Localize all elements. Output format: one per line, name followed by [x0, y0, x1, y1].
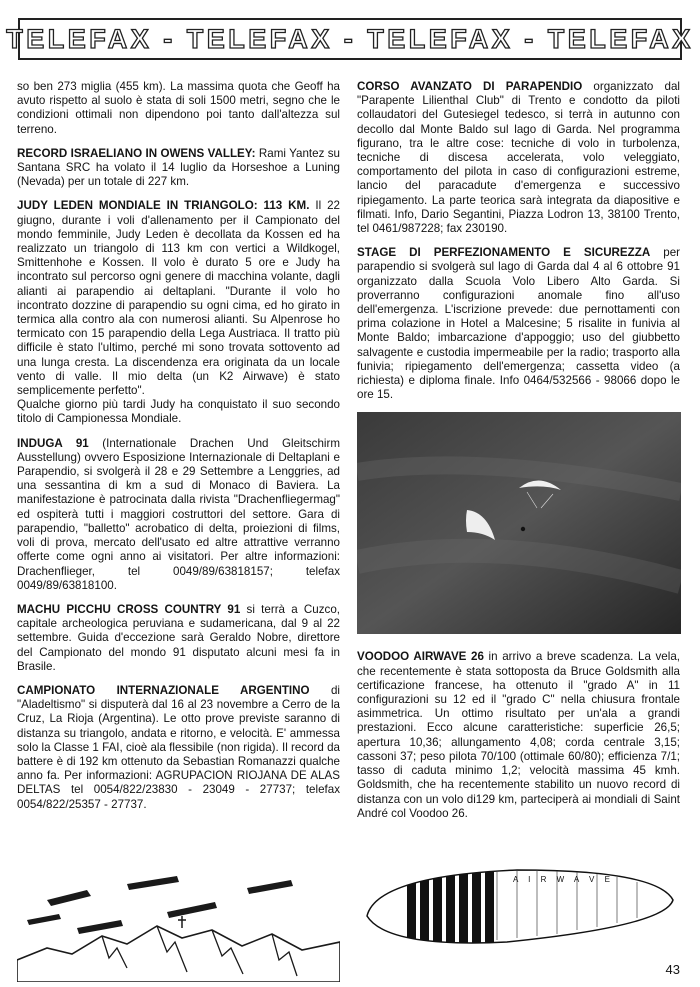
telefax-header-box — [6, 18, 694, 60]
article-body: si terrà a Cuzco, capitale archeologica peruviana e sudamericana, dal 9 al 22 settembre. Guida d'eccezione sarà Geraldo Nobre, direttore del Campionato del mondo 91 disputato alcuni mesi fa in Brasile. — [17, 602, 340, 673]
article-israeli-record — [17, 147, 340, 190]
article-body: in arrivo a breve scadenza. La vela, che recentemente è stata sottoposta da Bruce Goldsmith alla certificazione francese, ha ottenuto il "grado A" in 11 configurazioni su 12 ed il "grado C" nella chiusura frontale asimmetrica. Un ottimo risultato per un'ala a grandi prestazioni. Ecco alcune caratteristiche: superficie 26,5; apertura 10,36; allungamento 4,08; corda centrale 3,15; cassoni 37; peso pilota 70/100 (ottimale 60/80); efficienza 7/1; tasso di caduta minimo 1,2; velocità massima 45 kmh. Goldsmith, che ha recentemente stabilito un nuovo record di distanza con un volo di129 km, parteciperà ai mondiali di Saint André col Voodoo 26. — [357, 650, 681, 820]
hang-gliders-mountains-illustration — [17, 872, 340, 982]
article-voodoo-airwave — [357, 650, 680, 820]
article-heading: CAMPIONATO INTERNAZIONALE ARGENTINO — [17, 683, 310, 697]
article-body: Rami Yantez su Santana SRC ha volato il 14 luglio da Horseshoe a Luning (Nevada) per un totale di 227 km. — [17, 146, 340, 189]
wing-brand-text: A I R W A V E — [513, 875, 614, 884]
article-body: (Internationale Drachen Und Gleitschirm Ausstellung) ovvero Esposizione Internazionale di Deltaplani e Parapendio, si svolgerà il 28 e 29 Settembre a Lenggries, ad una sessantina di km a sud di Monaco di Baviera. La manifestazione è patrocinata dalla rivista "Drachenfliegermag" ed ospiterà tutti i maggiori costruttori del settore. Gara di parapendio, "balletto" acrobatico di delta, proiezioni di films, voli di prova, mercato dell'usato ed altre attrattive verranno offerte come ogni anno ai visitatori. Per altre informazioni: Drachenflieger, tel 0049/89/63818157; telefax 0049/89/63818100. — [17, 436, 340, 592]
article-body-extra: Qualche giorno più tardi Judy ha conquistato il suo secondo titolo di Campionessa Mondiale. — [17, 398, 340, 426]
article-heading: CORSO AVANZATO DI PARAPENDIO — [357, 80, 583, 93]
article-distance-record-continuation — [17, 80, 340, 137]
article-campionato-argentino — [17, 684, 340, 812]
wing-stripes — [407, 856, 494, 956]
article-heading: RECORD ISRAELIANO IN OWENS VALLEY: — [17, 146, 256, 160]
article-body: organizzato dal "Parapente Lilienthal Club" di Trento e condotto da piloti collaudatori del Gutesiegel tedesco, si terrà in autunno con decollo dal Monte Baldo sul lago di Garda. Nel programma figurano, tra le altre cose: tecniche di volo in turbolenza, tecniche di discesa accelerata, volo veleggiato, comportamento del pilota in caso di configurazioni estreme, lancio del paracadute d'emergenza e successivo ripiegamento. La parte teorica sarà integrata da diapositive e filmati. Info, Dario Segantini, Piazza Lodron 13, 38100 Trento, tel 0461/987228; fax 230190. — [357, 80, 680, 236]
article-body: Il 22 giugno, durante i voli d'allenamento per il Campionato del mondo femminile, Judy Leden è decollata da Kossen ed ha realizzato un triangolo di 113 km con vertici a Wildkogel, Smittenhohe e Kossen. Il volo è durato 5 ore e Judy ha incontrato sul percorso ogni genere di macchina volante, dagli alianti ai parapendio ai deltaplani. "Durante il volo ho incontrato dozzine di parapendio su ogni cima, ed ho girato in termica alla contro ala con numerosi alianti. Su Alpenrose ho termicato con 15 parapendio della Lega Austriaca. Il tratto più difficile è stato l'ultimo, perché mi sono trovata sottovento ad una lunga cresta. La discendenza era originata da un locale vento di valle. Il mio delta (un K2 Airwave) è stato semplicemente perfetto". — [17, 199, 340, 398]
left-column — [17, 80, 340, 822]
mountain-outline — [17, 926, 340, 982]
pilot-figure — [521, 527, 525, 531]
right-column — [357, 80, 680, 831]
page-number: 43 — [665, 962, 680, 977]
article-heading: INDUGA 91 — [17, 436, 89, 450]
airwave-wing-illustration — [357, 856, 682, 956]
paragliders-photo-image — [357, 412, 681, 634]
hang-glider-icons — [27, 876, 293, 934]
article-heading: STAGE DI PERFEZIONAMENTO E SICUREZZA — [357, 246, 651, 260]
article-stage-perfezionamento — [357, 246, 680, 402]
article-heading: JUDY LEDEN MONDIALE IN TRIANGOLO: 113 KM. — [17, 199, 310, 213]
article-machu-picchu — [17, 603, 340, 674]
article-induga-91 — [17, 437, 340, 593]
article-heading: VOODOO AIRWAVE 26 — [357, 650, 484, 664]
article-body: per parapendio si svolgerà sul lago di Garda dal 4 al 6 ottobre 91 organizzato dalla Scuola Volo Libero Alto Garda. Si proverranno configurazioni anomale fino all'uso dell'emergenza. L'iscrizione prevede: due pernottamenti con prima colazione in Hotel a Malcesine; 5 risalite in funivia al Monte Baldo; imbarcazione d'appoggio; uso del giubbetto salvagente e custodia impermeabile per la radio; trasporto alla funivia; ripiegamento dell'emergenza; cassetta video (a richiesta) e diploma finale. Info 0464/532566 - 98066 dopo le ore 15. — [357, 246, 680, 402]
article-body: so ben 273 miglia (455 km). La massima quota che Geoff ha avuto rispetto al suolo è stata di soli 1500 metri, segno che le condizioni ottimali non dipendono poi tanto dall'altezza sul terreno. — [17, 80, 340, 136]
summit-cross-icon — [178, 916, 186, 928]
article-corso-avanzato — [357, 80, 680, 236]
article-judy-leden — [17, 199, 340, 426]
telefax-header-text: TELEFAX - TELEFAX - TELEFAX - TELEFAX — [6, 23, 694, 54]
article-body: di "Aladeltismo" si disputerà dal 16 al 23 novembre a Cerro de la Cruz, La Rioja (Argentina). Le otto prove previste saranno di distanza su triangolo, andata e ritorno, e velocità. E' ammessa solo la Classe 1 FAI, cioè ala flessibile (non rigida). Il record da battere è di 192 km ottenuto da Sebastian Romanazzi qualche anno fa. Per informazioni: AGRUPACION RIOJANA DE ALAS DELTAS tel 0054/822/23830 - 23049 - 27737; telefax 0054/822/25357 - 27737. — [17, 683, 340, 811]
article-heading: MACHU PICCHU CROSS COUNTRY 91 — [17, 602, 241, 616]
paragliders-photo — [357, 412, 681, 634]
